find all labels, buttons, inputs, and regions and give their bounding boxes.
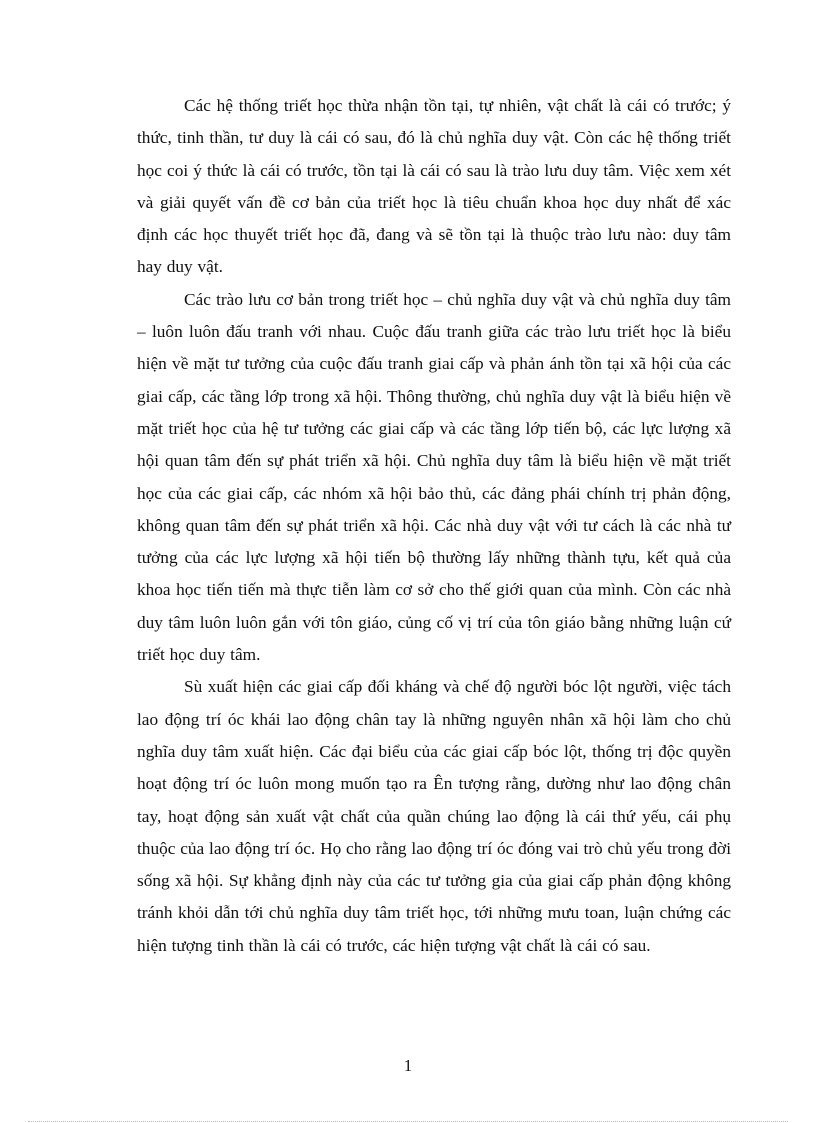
paragraph-2: Các trào lưu cơ bản trong triết học – chủ nghĩa duy vật và chủ nghĩa duy tâm – luôn luôn đấu tranh với nhau. Cuộc đấu tranh giữa các trào lưu triết học là biểu hiện về mặt tư tưởng của cuộc đấu tranh giai cấp và phản ánh tồn tại xã hội của các giai cấp, các tầng lớp trong xã hội. Thông thường, chủ nghĩa duy vật là biểu hiện về mặt triết học của hệ tư tưởng các giai cấp và các tầng lớp tiến bộ, các lực lượng xã hội quan tâm đến sự phát triển xã hội. Chủ nghĩa duy tâm là biểu hiện về mặt triết học của các giai cấp, các nhóm xã hội bảo thủ, các đảng phái chính trị phản động, không quan tâm đến sự phát triển xã hội. Các nhà duy vật với tư cách là các nhà tư tưởng của các lực lượng xã hội tiến bộ thường lấy những thành tựu, kết quả của khoa học tiến tiến mà thực tiễn làm cơ sở cho thế giới quan của mình. Còn các nhà duy tâm luôn luôn gắn với tôn giáo, củng cố vị trí của tôn giáo bằng những luận cứ triết học duy tâm. [137, 289, 731, 665]
paragraph-3: Sù xuất hiện các giai cấp đối kháng và chế độ người bóc lột người, việc tách lao động trí óc khái lao động chân tay là những nguyên nhân xã hội làm cho chủ nghĩa duy tâm xuất hiện. Các đại biểu của các giai cấp bóc lột, thống trị độc quyền hoạt động trí óc luôn mong muốn tạo ra Ên tượng rằng, dường như lao động chân tay, hoạt động sản xuất vật chất của quần chúng lao động là cái thứ yếu, cái phụ thuộc của lao động trí óc. Họ cho rằng lao động trí óc đóng vai trò chủ yếu trong đời sống xã hội. Sự khẳng định này của các tư tưởng gia của giai cấp phản động không tránh khỏi dẫn tới chủ nghĩa duy tâm triết học, tới những mưu toan, luận chứng các hiện tượng tinh thần là cái có trước, các hiện tượng vật chất là cái có sau. [137, 677, 731, 955]
body-text [137, 90, 731, 962]
page-number: 1 [403, 1056, 413, 1075]
page-bottom-divider [28, 1121, 788, 1122]
paragraph-1: Các hệ thống triết học thừa nhận tồn tại, tự nhiên, vật chất là cái có trước; ý thức, tinh thần, tư duy là cái có sau, đó là chủ nghĩa duy vật. Còn các hệ thống triết học coi ý thức là cái có trước, tồn tại là cái có sau là trào lưu duy tâm. Việc xem xét và giải quyết vấn đề cơ bản của triết học là tiêu chuẩn khoa học duy nhất để xác định các học thuyết triết học đã, đang và sẽ tồn tại là thuộc trào lưu nào: duy tâm hay duy vật. [137, 96, 731, 277]
